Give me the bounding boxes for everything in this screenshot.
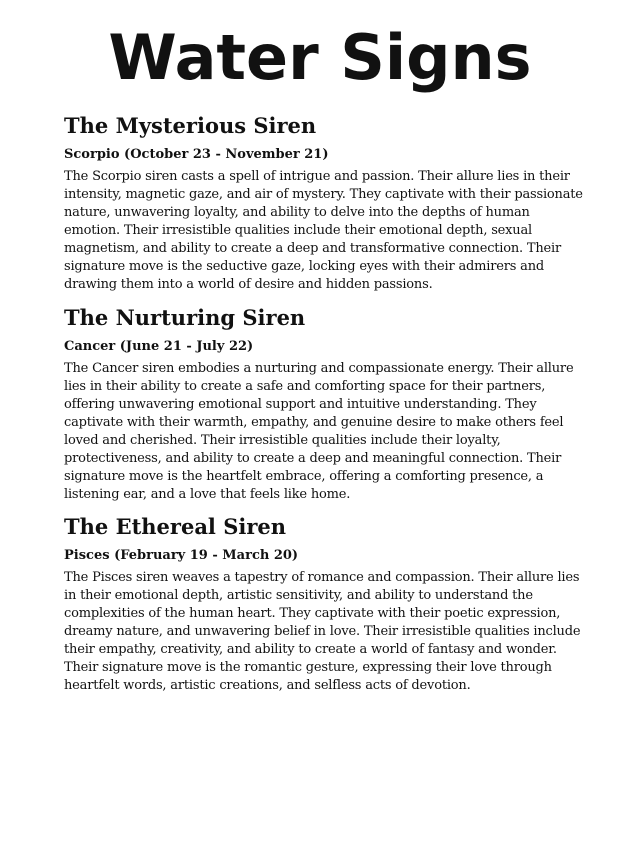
section-pisces (64, 514, 584, 695)
section-body: The Scorpio siren casts a spell of intrigue and passion. Their allure lies in their intensity, magnetic gaze, and air of mystery. They captivate with their passionate nature, unwavering loyalty, and ability to delve into the depths of human emotion. Their irresistible qualities include their emotional depth, sexual magnetism, and ability to create a deep and transformative connection. Their signature move is the seductive gaze, locking eyes with their admirers and drawing them into a world of desire and hidden passions. (64, 169, 583, 292)
sign-dates: Pisces (February 19 - March 20) (64, 548, 299, 563)
section-heading: The Mysterious Siren (64, 113, 317, 138)
section-scorpio (64, 113, 584, 294)
section-cancer (64, 305, 584, 504)
section-heading: The Ethereal Siren (64, 514, 287, 539)
sign-dates: Scorpio (October 23 - November 21) (64, 147, 329, 162)
section-heading: The Nurturing Siren (64, 305, 306, 330)
section-body: The Pisces siren weaves a tapestry of romance and compassion. Their allure lies in their emotional depth, artistic sensitivity, and ability to understand the complexities of the human heart. They captivate with their poetic expression, dreamy nature, and unwavering belief in love. Their irresistible qualities include their empathy, creativity, and ability to create a world of fantasy and wonder. Their signature move is the romantic gesture, expressing their love through heartfelt words, artistic creations, and selfless acts of devotion. (64, 570, 581, 693)
page-title: Water Signs (108, 21, 532, 94)
section-body: The Cancer siren embodies a nurturing and compassionate energy. Their allure lies in their ability to create a safe and comforting space for their partners, offering unwavering emotional support and intuitive understanding. They captivate with their warmth, empathy, and genuine desire to make others feel loved and cherished. Their irresistible qualities include their loyalty, protectiveness, and ability to create a deep and meaningful connection. Their signature move is the heartfelt embrace, offering a comforting presence, a listening ear, and a love that feels like home. (64, 361, 574, 502)
sign-dates: Cancer (June 21 - July 22) (64, 339, 254, 354)
